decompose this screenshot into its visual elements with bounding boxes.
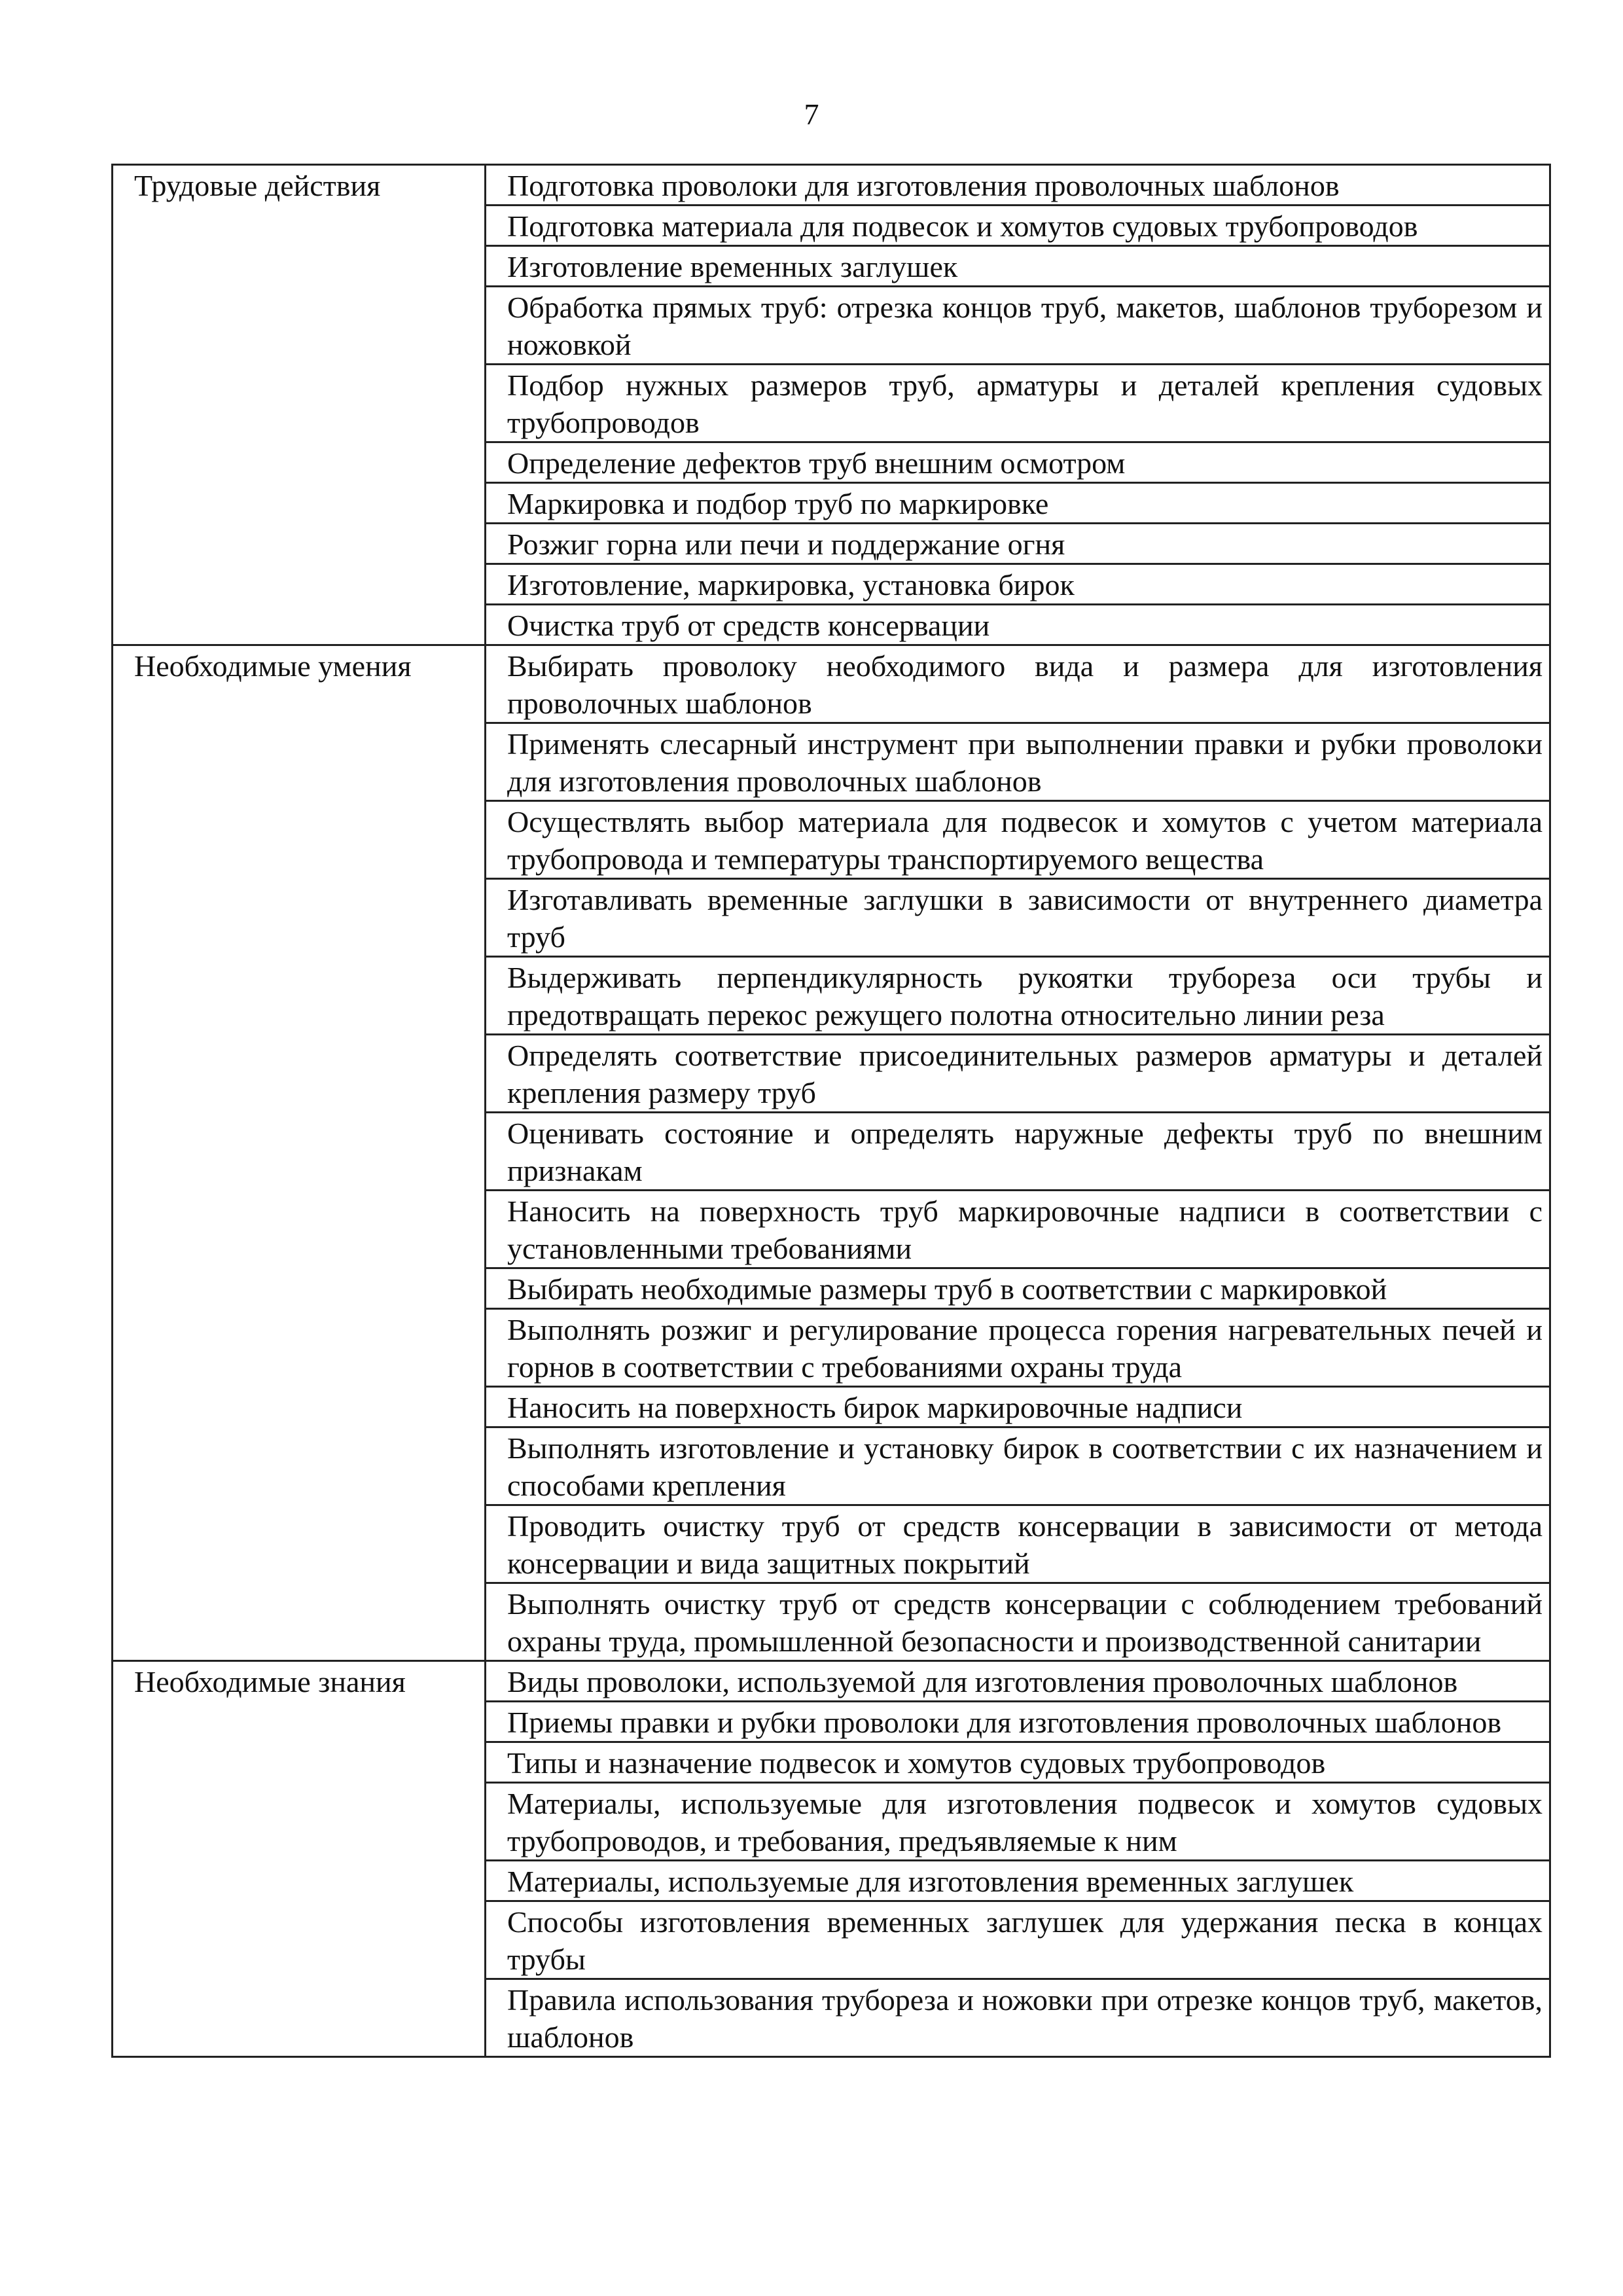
- list-item: Определять соответствие присоединительных размеров арматуры и деталей крепления размеру труб: [486, 1035, 1550, 1113]
- list-item: Маркировка и подбор труб по маркировке: [486, 483, 1550, 524]
- table-row: [113, 1661, 1550, 1702]
- list-item: Осуществлять выбор материала для подвесок и хомутов с учетом материала трубопровода и температуры транспортируемого вещества: [486, 801, 1550, 879]
- section-title-required-skills: Необходимые умения: [113, 645, 486, 1661]
- list-item: Оценивать состояние и определять наружные дефекты труб по внешним признакам: [486, 1113, 1550, 1191]
- list-item: Материалы, используемые для изготовления временных заглушек: [486, 1861, 1550, 1901]
- list-item: Виды проволоки, используемой для изготовления проволочных шаблонов: [486, 1661, 1550, 1702]
- table-row: [113, 645, 1550, 723]
- section-title-required-knowledge: Необходимые знания: [113, 1661, 486, 2057]
- list-item: Выдерживать перпендикулярность рукоятки трубореза оси трубы и предотвращать перекос режущего полотна относительно линии реза: [486, 957, 1550, 1035]
- section-title-labor-actions: Трудовые действия: [113, 165, 486, 645]
- page-number: 7: [804, 98, 819, 131]
- list-item: Очистка труб от средств консервации: [486, 605, 1550, 645]
- list-item: Подбор нужных размеров труб, арматуры и деталей крепления судовых трубопроводов: [486, 365, 1550, 442]
- list-item: Наносить на поверхность труб маркировочные надписи в соответствии с установленными требованиями: [486, 1191, 1550, 1268]
- list-item: Проводить очистку труб от средств консервации в зависимости от метода консервации и вида защитных покрытий: [486, 1505, 1550, 1583]
- list-item: Выполнять очистку труб от средств консервации с соблюдением требований охраны труда, промышленной безопасности и производственной санитарии: [486, 1583, 1550, 1661]
- list-item: Подготовка проволоки для изготовления проволочных шаблонов: [486, 165, 1550, 206]
- list-item: Приемы правки и рубки проволоки для изготовления проволочных шаблонов: [486, 1702, 1550, 1742]
- list-item: Выполнять розжиг и регулирование процесса горения нагревательных печей и горнов в соответствии с требованиями охраны труда: [486, 1309, 1550, 1387]
- list-item: Определение дефектов труб внешним осмотром: [486, 442, 1550, 483]
- list-item: Выбирать проволоку необходимого вида и размера для изготовления проволочных шаблонов: [486, 645, 1550, 723]
- list-item: Правила использования трубореза и ножовки при отрезке концов труб, макетов, шаблонов: [486, 1979, 1550, 2057]
- list-item: Изготовление временных заглушек: [486, 246, 1550, 287]
- list-item: Выбирать необходимые размеры труб в соответствии с маркировкой: [486, 1268, 1550, 1309]
- list-item: Изготовление, маркировка, установка бирок: [486, 564, 1550, 605]
- list-item: Обработка прямых труб: отрезка концов труб, макетов, шаблонов труборезом и ножовкой: [486, 287, 1550, 365]
- list-item: Изготавливать временные заглушки в зависимости от внутреннего диаметра труб: [486, 879, 1550, 957]
- list-item: Способы изготовления временных заглушек для удержания песка в концах трубы: [486, 1901, 1550, 1979]
- list-item: Применять слесарный инструмент при выполнении правки и рубки проволоки для изготовления проволочных шаблонов: [486, 723, 1550, 801]
- list-item: Наносить на поверхность бирок маркировочные надписи: [486, 1387, 1550, 1427]
- competency-table: [111, 164, 1551, 2058]
- list-item: Подготовка материала для подвесок и хомутов судовых трубопроводов: [486, 206, 1550, 246]
- list-item: Розжиг горна или печи и поддержание огня: [486, 524, 1550, 564]
- list-item: Выполнять изготовление и установку бирок в соответствии с их назначением и способами крепления: [486, 1427, 1550, 1505]
- table-row: [113, 165, 1550, 206]
- list-item: Типы и назначение подвесок и хомутов судовых трубопроводов: [486, 1742, 1550, 1783]
- list-item: Материалы, используемые для изготовления подвесок и хомутов судовых трубопроводов, и требования, предъявляемые к ним: [486, 1783, 1550, 1861]
